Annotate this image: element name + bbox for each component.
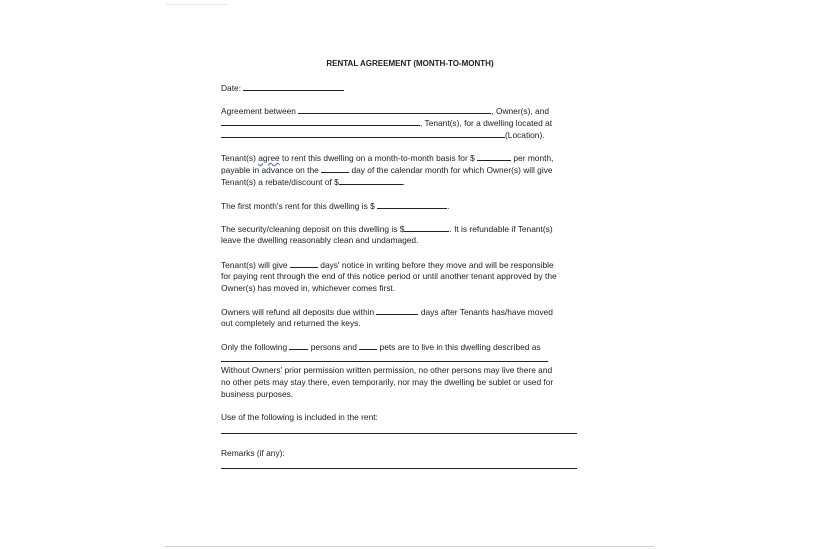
refund-text-a: Owners will refund all deposits due within (221, 307, 375, 317)
deposit-text-a: The security/cleaning deposit on this dwelling is $ (221, 224, 405, 234)
payable-text: payable in advance on the (221, 165, 319, 175)
agreement-line-3 (221, 129, 545, 142)
document-title: RENTAL AGREEMENT (MONTH-TO-MONTH) (326, 59, 494, 68)
date-blank[interactable] (243, 82, 344, 91)
first-month-line (221, 200, 449, 213)
remarks-blank[interactable] (221, 468, 577, 469)
notice-line-3: Owner(s) has moved in, whichever comes first. (221, 283, 396, 293)
rebate-blank[interactable] (339, 176, 406, 187)
notice-line-2: for paying rent through the end of this notice period or until another tenant approved by the (221, 271, 557, 281)
occupants-line-4: no other pets may stay there, even temporarily, nor may the dwelling be sublet or used for (221, 377, 554, 387)
bottom-divider (164, 546, 654, 547)
deposit-line-1 (221, 223, 553, 236)
rent-text-c: per month, (513, 153, 554, 163)
location-text: (Location). (505, 130, 545, 140)
first-month-period: . (447, 201, 450, 211)
owners-text: , Owner(s), and (491, 106, 550, 116)
occupants-line-1 (221, 341, 541, 354)
deposit-text-b: . It is refundable if Tenant(s) (449, 224, 553, 234)
notice-line-1 (221, 259, 554, 272)
first-month-text: The first month's rent for this dwelling is $ (221, 201, 375, 211)
date-label: Date: (221, 83, 242, 93)
tenants-text: , Tenant(s), for a dwelling located at (420, 118, 553, 128)
location-blank[interactable] (221, 129, 505, 138)
rent-line-3 (221, 176, 405, 189)
refund-text-b: days after Tenants has/have moved (420, 307, 553, 317)
dwelling-description-blank[interactable] (221, 361, 548, 362)
persons-count-blank[interactable] (289, 341, 308, 350)
agreement-line-2 (221, 117, 552, 130)
tenant-name-blank[interactable] (221, 117, 420, 126)
rent-line-1 (221, 152, 553, 165)
rent-amount-blank[interactable] (477, 152, 511, 161)
calendar-text: day of the calendar month for which Owner(s) will give (351, 165, 553, 175)
first-month-blank[interactable] (377, 200, 450, 211)
notice-days-blank[interactable] (290, 259, 318, 268)
occupants-line-3: Without Owners' prior permission written permission, no other persons may live there and (221, 365, 553, 375)
agree-word: agree (258, 153, 280, 163)
rent-text-b: to rent this dwelling on a month-to-month basis for $ (282, 153, 475, 163)
rent-text-a: Tenant(s) (221, 153, 256, 163)
due-day-blank[interactable] (321, 164, 349, 173)
included-label: Use of the following is included in the rent: (221, 412, 378, 422)
pets-count-blank[interactable] (359, 341, 377, 350)
occupants-text-a: Only the following (221, 342, 288, 352)
notice-text-b: days' notice in writing before they move and will be responsible (320, 260, 554, 270)
remarks-label: Remarks (if any): (221, 448, 285, 458)
included-items-blank[interactable] (221, 433, 577, 434)
top-divider (166, 4, 228, 5)
rebate-text: Tenant(s) a rebate/discount of $ (221, 177, 339, 187)
occupants-text-b: persons and (310, 342, 357, 352)
notice-text-a: Tenant(s) will give (221, 260, 288, 270)
refund-days-blank[interactable] (376, 306, 418, 315)
rent-line-2 (221, 164, 553, 177)
deposit-line-2: leave the dwelling reasonably clean and undamaged. (221, 235, 419, 245)
owner-name-blank[interactable] (298, 105, 491, 114)
deposit-blank[interactable] (404, 223, 449, 232)
refund-line-2: out completely and returned the keys. (221, 318, 361, 328)
agreement-line-1 (221, 105, 549, 118)
refund-line-1 (221, 306, 553, 319)
date-line (221, 82, 344, 95)
agreement-between-text: Agreement between (221, 106, 296, 116)
occupants-text-c: pets are to live in this dwelling described as (379, 342, 541, 352)
rebate-period: . (402, 177, 406, 187)
occupants-line-5: business purposes. (221, 389, 294, 399)
